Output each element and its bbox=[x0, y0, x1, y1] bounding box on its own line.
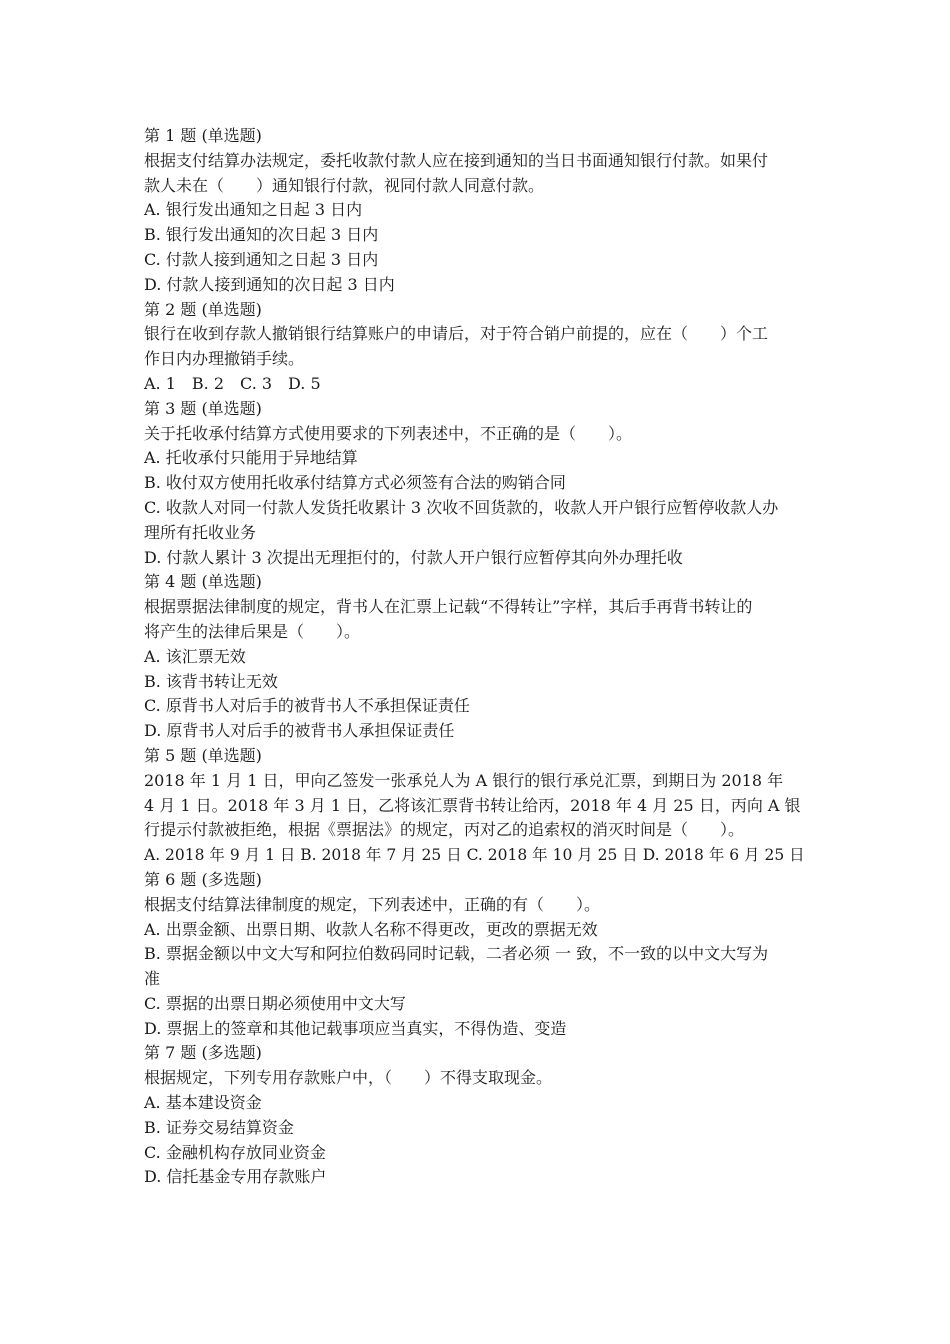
question-3-option-b: B. 收付双方使用托收承付结算方式必须签有合法的购销合同 bbox=[144, 473, 566, 493]
question-3-option-a: A. 托收承付只能用于异地结算 bbox=[144, 448, 358, 468]
question-1-stem-line-2: 款人未在（ ）通知银行付款，视同付款人同意付款。 bbox=[144, 175, 545, 195]
question-3-option-d: D. 付款人累计 3 次提出无理拒付的，付款人开户银行应暂停其向外办理托收 bbox=[144, 547, 683, 567]
question-5-stem-line-1: 2018 年 1 月 1 日，甲向乙签发一张承兑人为 A 银行的银行承兑汇票，到期日为 2018 年 bbox=[144, 770, 784, 790]
question-6-option-b-line-2: 准 bbox=[144, 969, 161, 989]
question-3-option-c-line-1: C. 收款人对同一付款人发货托收累计 3 次收不回货款的，收款人开户银行应暂停收款人办 bbox=[144, 497, 779, 517]
question-6-option-c: C. 票据的出票日期必须使用中文大写 bbox=[144, 993, 406, 1013]
question-7-option-b: B. 证券交易结算资金 bbox=[144, 1117, 294, 1137]
question-4-option-a: A. 该汇票无效 bbox=[144, 646, 246, 666]
question-6-option-b-line-1: B. 票据金额以中文大写和阿拉伯数码同时记载，二者必须 一 致，不一致的以中文大写为 bbox=[144, 944, 769, 964]
question-1-option-a: A. 银行发出通知之日起 3 日内 bbox=[144, 200, 363, 220]
question-4-option-b: B. 该背书转让无效 bbox=[144, 671, 278, 691]
question-1-stem-line-1: 根据支付结算办法规定，委托收款付款人应在接到通知的当日书面通知银行付款。如果付 bbox=[144, 150, 769, 170]
question-3-option-c-line-2: 理所有托收业务 bbox=[144, 522, 257, 542]
question-7-stem-line-1: 根据规定，下列专用存款账户中，（ ）不得支取现金。 bbox=[144, 1068, 553, 1088]
document-page bbox=[144, 124, 812, 1190]
question-4-stem-line-1: 根据票据法律制度的规定，背书人在汇票上记载“不得转让”字样，其后手再背书转让的 bbox=[144, 597, 753, 617]
question-7-option-d: D. 信托基金专用存款账户 bbox=[144, 1167, 327, 1187]
question-3-stem-line-1: 关于托收承付结算方式使用要求的下列表述中，不正确的是（ ）。 bbox=[144, 423, 633, 443]
question-2-stem-line-1: 银行在收到存款人撤销银行结算账户的申请后，对于符合销户前提的，应在（ ）个工 bbox=[144, 324, 769, 344]
question-4-stem-line-2: 将产生的法律后果是（ ）。 bbox=[144, 621, 361, 641]
question-5-stem-line-3: 行提示付款被拒绝，根据《票据法》的规定，丙对乙的追索权的消灭时间是（ ）。 bbox=[144, 820, 745, 840]
question-1-option-d: D. 付款人接到通知的次日起 3 日内 bbox=[144, 274, 395, 294]
question-5-stem-line-2: 4 月 1 日。2018 年 3 月 1 日，乙将该汇票背书转让给丙，2018 年 4 月 25 日，丙向 A 银 bbox=[144, 795, 801, 815]
question-2-options: A. 1 B. 2 C. 3 D. 5 bbox=[144, 373, 321, 393]
question-1-option-b: B. 银行发出通知的次日起 3 日内 bbox=[144, 225, 379, 245]
question-2-stem-line-2: 作日内办理撤销手续。 bbox=[144, 349, 305, 369]
question-3-header: 第 3 题 (单选题) bbox=[144, 398, 262, 418]
question-7-option-a: A. 基本建设资金 bbox=[144, 1093, 262, 1113]
question-1-option-c: C. 付款人接到通知之日起 3 日内 bbox=[144, 249, 379, 269]
question-4-option-c: C. 原背书人对后手的被背书人不承担保证责任 bbox=[144, 696, 470, 716]
question-1-header: 第 1 题 (单选题) bbox=[144, 126, 262, 145]
question-6-option-d: D. 票据上的签章和其他记载事项应当真实，不得伪造、变造 bbox=[144, 1018, 567, 1038]
question-6-option-a: A. 出票金额、出票日期、收款人名称不得更改，更改的票据无效 bbox=[144, 919, 598, 939]
question-5-options: A. 2018 年 9 月 1 日 B. 2018 年 7 月 25 日 C. 2018 年 10 月 25 日 D. 2018 年 6 月 25 日 bbox=[144, 846, 805, 865]
question-6-stem-line-1: 根据支付结算法律制度的规定，下列表述中，正确的有（ ）。 bbox=[144, 894, 601, 914]
question-7-header: 第 7 题 (多选题) bbox=[144, 1043, 262, 1063]
question-4-option-d: D. 原背书人对后手的被背书人承担保证责任 bbox=[144, 721, 455, 741]
question-4-header: 第 4 题 (单选题) bbox=[144, 572, 262, 592]
question-6-header: 第 6 题 (多选题) bbox=[144, 869, 262, 889]
question-5-header: 第 5 题 (单选题) bbox=[144, 745, 262, 765]
question-2-header: 第 2 题 (单选题) bbox=[144, 299, 262, 319]
question-7-option-c: C. 金融机构存放同业资金 bbox=[144, 1142, 326, 1162]
